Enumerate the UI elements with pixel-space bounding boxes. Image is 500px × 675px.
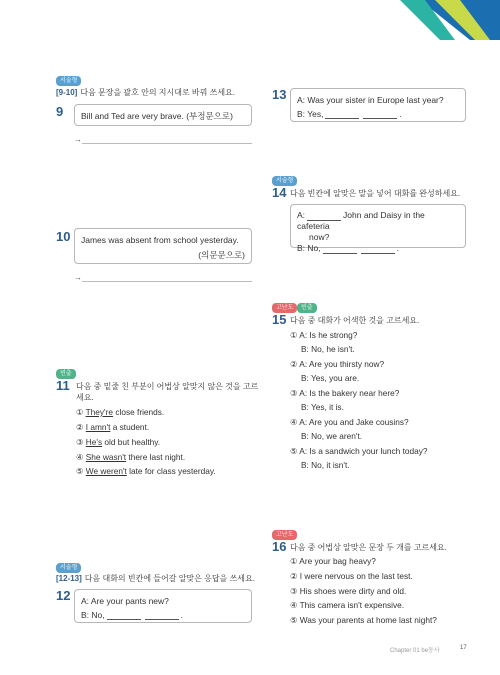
q12-line-b-prefix: B: No,	[81, 610, 105, 620]
q13-number: 13	[272, 87, 287, 102]
q16-option-4[interactable]: ④ This camera isn't expensive.	[290, 600, 405, 610]
q9-10-range: [9-10]	[56, 88, 78, 97]
q11-option-4-num: ④	[76, 452, 84, 462]
q14-line-a-prefix: A:	[297, 210, 306, 220]
q15-number: 15	[272, 312, 287, 327]
q15-option-5-a: B: No, it isn't.	[301, 460, 350, 470]
q11-option-2[interactable]	[76, 422, 149, 432]
q11-option-5-rest: late for class yesterday.	[126, 466, 216, 476]
q9-arrow: →	[74, 135, 82, 144]
q11-option-3-underlined: He's	[85, 437, 103, 447]
q10-number: 10	[56, 229, 71, 244]
q15-option-2-q[interactable]: ② A: Are you thirsty now?	[290, 359, 385, 369]
q11-tag: 빈출	[56, 369, 76, 379]
q12-line-b: B: No, .	[81, 610, 183, 620]
q10-box	[74, 228, 252, 264]
q9-10-instruction-text: 다음 문장을 괄호 안의 지시대로 바꿔 쓰세요.	[80, 88, 236, 97]
q14-line-a-rest: John and Daisy in the cafeteria	[297, 210, 425, 231]
q9-10-tag: 서술형	[56, 76, 81, 86]
q11-option-3-rest: old but healthy.	[102, 437, 161, 447]
q16-option-3[interactable]: ③ His shoes were dirty and old.	[290, 586, 407, 596]
q10-arrow: →	[74, 273, 82, 282]
q16-option-1[interactable]: ① Are your bag heavy?	[290, 556, 376, 566]
q11-option-2-rest: a student.	[110, 422, 150, 432]
q15-tag-frequent: 빈출	[297, 303, 317, 313]
q12-13-range: [12-13]	[56, 574, 82, 583]
q12-box	[74, 589, 252, 623]
q11-option-2-num: ②	[76, 422, 84, 432]
q13-line-a: A: Was your sister in Europe last year?	[297, 95, 444, 105]
q11-option-3-num: ③	[76, 437, 84, 447]
q12-blank-1[interactable]	[107, 611, 141, 620]
q15-option-4-q[interactable]: ④ A: Are you and Jake cousins?	[290, 417, 409, 427]
q12-13-tag: 서술형	[56, 563, 81, 573]
q15-option-4-a: B: No, we aren't.	[301, 431, 363, 441]
q14-line-b: B: No, .	[297, 243, 399, 253]
q11-option-1-num: ①	[76, 407, 84, 417]
q14-line-a	[297, 210, 459, 232]
q16-option-2[interactable]: ② I were nervous on the last test.	[290, 571, 413, 581]
q11-option-5-underlined: We weren't	[85, 466, 127, 476]
corner-decoration	[380, 0, 500, 40]
q15-option-5-q[interactable]: ⑤ A: Is a sandwich your lunch today?	[290, 446, 428, 456]
q11-option-1-rest: close friends.	[113, 407, 165, 417]
q11-option-1[interactable]	[76, 407, 164, 417]
q11-option-4[interactable]	[76, 452, 185, 462]
q10-hint: (의문문으로)	[198, 250, 245, 260]
q15-tag-hard: 고난도	[272, 303, 297, 313]
q15-option-3-q[interactable]: ③ A: Is the bakery near here?	[290, 388, 400, 398]
q15-option-1-q[interactable]: ① A: Is he strong?	[290, 330, 358, 340]
q16-option-5[interactable]: ⑤ Was your parents at home last night?	[290, 615, 437, 625]
q14-blank-3[interactable]	[361, 245, 395, 254]
q13-line-b: B: Yes, .	[297, 109, 402, 119]
q14-tag: 서술형	[272, 176, 297, 186]
q14-box	[290, 204, 466, 253]
q16-tag-hard: 고난도	[272, 530, 297, 540]
q11-option-5[interactable]	[76, 466, 216, 476]
q9-box	[74, 104, 252, 126]
q11-option-4-rest: there last night.	[126, 452, 186, 462]
q12-13-instruction	[56, 573, 255, 584]
q9-sentence: Bill and Ted are very brave. (부정문으로)	[81, 111, 233, 121]
q10-answer-line[interactable]	[82, 281, 252, 282]
q16-number: 16	[272, 539, 287, 554]
q11-number: 11	[56, 378, 70, 393]
q11-option-5-num: ⑤	[76, 466, 84, 476]
q10-sentence: James was absent from school yesterday.	[81, 235, 239, 245]
q13-box	[290, 88, 466, 122]
q12-number: 12	[56, 588, 71, 603]
q14-line-a2: now?	[309, 232, 330, 242]
q11-option-2-underlined: I amn't	[85, 422, 111, 432]
q9-number: 9	[56, 104, 64, 119]
q11-option-4-underlined: She wasn't	[85, 452, 127, 462]
footer-page-number: 17	[460, 645, 467, 651]
q15-option-1-a: B: No, he isn't.	[301, 344, 355, 354]
q12-line-a: A: Are your pants new?	[81, 596, 169, 606]
q13-blank-1[interactable]	[325, 110, 359, 119]
q15-option-2-a: B: Yes, you are.	[301, 373, 360, 383]
footer-chapter: Chapter 01 be동사	[390, 648, 440, 654]
q11-option-3[interactable]	[76, 437, 160, 447]
q12-blank-2[interactable]	[145, 611, 179, 620]
q14-blank-2[interactable]	[323, 245, 357, 254]
q9-10-instruction	[56, 87, 235, 98]
q15-instruction: 다음 중 대화가 어색한 것을 고르세요.	[290, 316, 420, 325]
q14-number: 14	[272, 185, 287, 200]
q11-instruction-2: 세요.	[76, 393, 94, 402]
q15-option-3-a: B: Yes, it is.	[301, 402, 344, 412]
q16-instruction: 다음 중 어법상 알맞은 문장 두 개를 고르세요.	[290, 543, 447, 552]
q11-instruction-1: 다음 중 밑줄 친 부분이 어법상 알맞지 않은 것을 고르	[76, 382, 259, 391]
q13-line-b-prefix: B: Yes,	[297, 109, 324, 119]
q14-line-b-prefix: B: No,	[297, 243, 321, 253]
q14-instruction: 다음 빈칸에 알맞은 말을 넣어 대화를 완성하세요.	[290, 189, 461, 198]
q11-option-1-underlined: They're	[85, 407, 114, 417]
q13-blank-2[interactable]	[363, 110, 397, 119]
q9-answer-line[interactable]	[82, 143, 252, 144]
q12-13-instruction-text: 다음 대화의 빈칸에 들어갈 알맞은 응답을 쓰세요.	[84, 574, 255, 583]
q14-blank-1[interactable]	[307, 212, 341, 221]
